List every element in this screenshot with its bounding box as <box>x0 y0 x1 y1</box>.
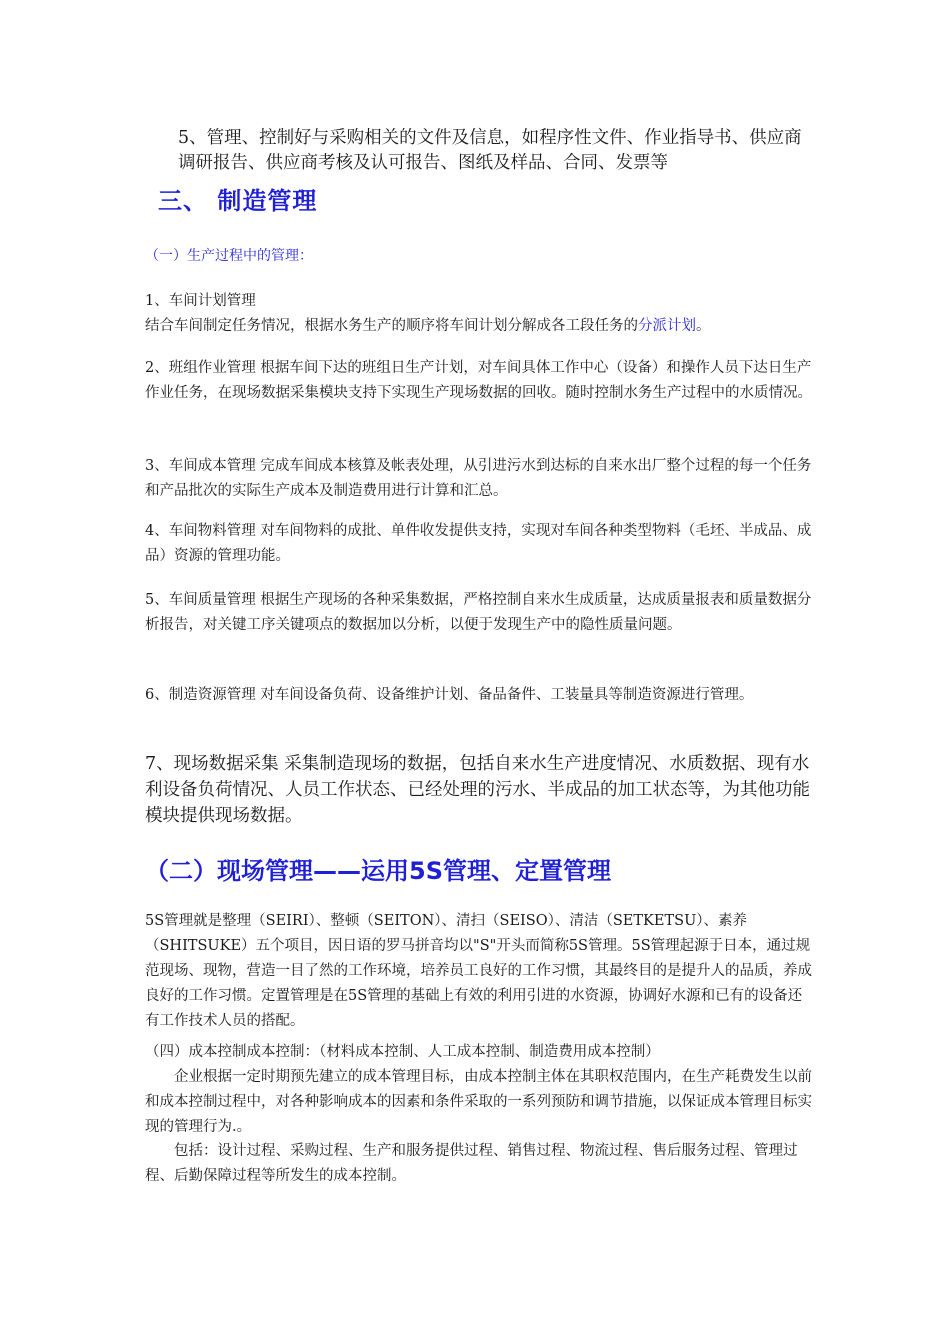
purchase-item-5: 5、管理、控制好与采购相关的文件及信息，如程序性文件、作业指导书、供应商调研报告、供应商考核及认可报告、图纸及样品、合同、发票等 <box>178 128 802 173</box>
paragraph-5s-management: 5S管理就是整理（SEIRI）、整顿（SEITON）、清扫（SEISO）、清洁（SETKETSU）、素养（SHITSUKE）五个项目，因日语的罗马拼音均以"S"开头而简称5S管理。5S管理起源于日本，通过规范现场、现物，营造一目了然的工作环境，培养员工良好的工作习惯，其最终目的是提升人的品质，养成良好的工作习惯。定置管理是在5S管理的基础上有效的利用引进的水资源，协调好水源和已有的设备还有工作技术人员的搭配。 <box>145 913 812 1029</box>
item-text: 结合车间制定任务情况，根据水务生产的顺序将车间计划分解成各工段任务的分派计划。 <box>145 318 711 334</box>
item-workshop-cost: 3、车间成本管理 完成车间成本核算及帐表处理，从引进污水到达标的自来水出厂整个过程的每一个任务和产品批次的实际生产成本及制造费用进行计算和汇总。 <box>145 458 812 499</box>
section-heading-site-management: （二）现场管理——运用5S管理、定置管理 <box>145 857 611 885</box>
subheading-production-process: （一）生产过程中的管理： <box>145 248 313 264</box>
dispatch-plan-link[interactable]: 分派计划 <box>638 318 696 334</box>
item-workshop-quality: 5、车间质量管理 根据生产现场的各种采集数据，严格控制自来水生成质量，达成质量报表和质量数据分析报告，对关键工序关键项点的数据加以分析，以便于发现生产中的隐性质量问题。 <box>145 592 812 633</box>
item-title: 1、车间计划管理 <box>145 293 256 309</box>
item-workshop-planning <box>145 289 813 339</box>
section-heading-manufacturing: 三、 制造管理 <box>158 187 318 215</box>
cost-control-paragraph-1: 企业根据一定时期预先建立的成本管理目标，由成本控制主体在其职权范围内，在生产耗费发生以前和成本控制过程中，对各种影响成本的因素和条件采取的一系列预防和调节措施，以保证成本管理目标实现的管理行为.。 <box>145 1069 812 1135</box>
cost-control-title: （四）成本控制成本控制：（材料成本控制、人工成本控制、制造费用成本控制） <box>145 1044 660 1060</box>
item-team-operations: 2、班组作业管理 根据车间下达的班组日生产计划，对车间具体工作中心（设备）和操作人员下达日生产作业任务，在现场数据采集模块支持下实现生产现场数据的回收。随时控制水务生产过程中的水质情况。 <box>145 360 812 401</box>
cost-control-paragraph-2: 包括：设计过程、采购过程、生产和服务提供过程、销售过程、物流过程、售后服务过程、管理过程、后勤保障过程等所发生的成本控制。 <box>145 1143 798 1184</box>
item-manufacturing-resources: 6、制造资源管理 对车间设备负荷、设备维护计划、备品备件、工装量具等制造资源进行管理。 <box>145 687 754 703</box>
item-field-data-collection: 7、现场数据采集 采集制造现场的数据，包括自来水生产进度情况、水质数据、现有水利设备负荷情况、人员工作状态、已经处理的污水、半成品的加工状态等，为其他功能模块提供现场数据。 <box>145 754 810 826</box>
item-workshop-materials: 4、车间物料管理 对车间物料的成批、单件收发提供支持，实现对车间各种类型物料（毛坯、半成品、成品）资源的管理功能。 <box>145 523 812 564</box>
